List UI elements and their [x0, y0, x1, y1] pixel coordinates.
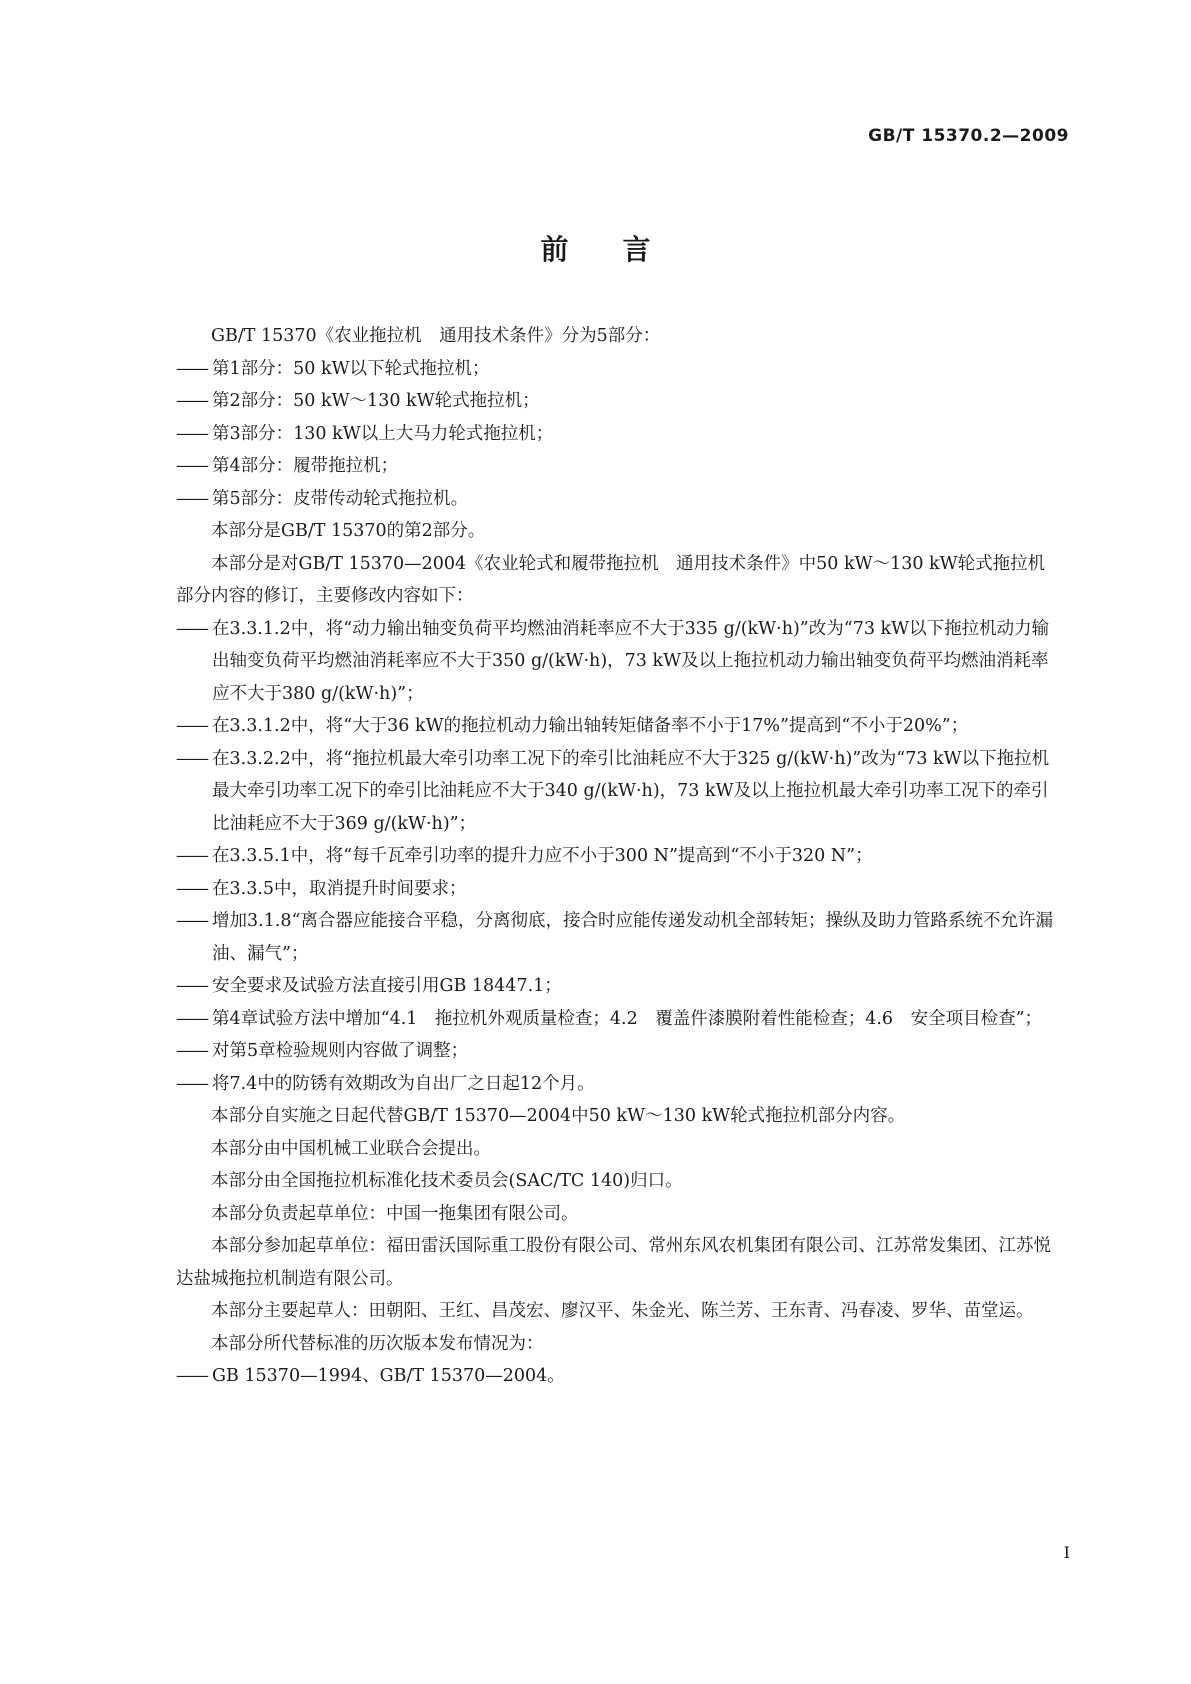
list-dash: ——: [176, 911, 207, 931]
list-item-text: 安全要求及试验方法直接引用GB 18447.1；: [212, 976, 562, 996]
list-item-text: 在3.3.5中，取消提升时间要求；: [212, 878, 467, 899]
list-dash: ——: [176, 748, 207, 769]
list-item: [176, 840, 1056, 873]
list-dash: ——: [176, 846, 207, 866]
list-dash: ——: [176, 1041, 207, 1061]
paragraph: 本部分是GB/T 15370的第2部分。: [211, 521, 486, 541]
list-item-text: 增加3.1.8“离合器应能接合平稳，分离彻底，接合时应能传递发动机全部转矩；操纵及助力管路系统不允许漏油、漏气”；: [212, 911, 1053, 964]
page-title: 前言: [540, 233, 705, 266]
list-dash: ——: [176, 358, 207, 379]
list-item: [176, 418, 1056, 451]
list-item: [176, 1360, 1056, 1393]
list-item: [176, 1003, 1056, 1036]
list-item-text: 第5部分：皮带传动轮式拖拉机。: [212, 488, 469, 509]
paragraph: GB/T 15370《农业拖拉机 通用技术条件》分为5部分：: [211, 326, 661, 346]
list-dash: ——: [176, 488, 207, 509]
list-item-text: 第4章试验方法中增加“4.1 拖拉机外观质量检查；4.2 覆盖件漆膜附着性能检查；4.6 安全项目检查”；: [212, 1008, 1043, 1029]
list-item-text: 第3部分：130 kW以上大马力轮式拖拉机；: [212, 423, 554, 444]
list-item: [176, 1068, 1056, 1101]
list-dash: ——: [176, 976, 207, 996]
list-item-text: 在3.3.1.2中，将“动力输出轴变负荷平均燃油消耗率应不大于335 g/(kW·h)”改为“73 kW以下拖拉机动力输出轴变负荷平均燃油消耗率应不大于350 g/(kW·h)，73 kW及以上拖拉机动力输出轴变负荷平均燃油消耗率应不大于380 g/(kW·h)”；: [212, 618, 1050, 704]
list-item-text: 在3.3.2.2中，将“拖拉机最大牵引功率工况下的牵引比油耗应不大于325 g/(kW·h)”改为“73 kW以下拖拉机最大牵引功率工况下的牵引比油耗应不大于340 g/(kW·h)，73 kW及以上拖拉机最大牵引功率工况下的牵引比油耗应不大于369 g/(kW·h)”；: [212, 748, 1050, 834]
list-item-text: 第4部分：履带拖拉机；: [212, 456, 399, 476]
list-item-text: 第1部分：50 kW以下轮式拖拉机；: [212, 358, 490, 379]
list-item: [176, 905, 1056, 970]
paragraph: 本部分自实施之日起代替GB/T 15370—2004中50 kW～130 kW轮式拖拉机部分内容。: [211, 1106, 906, 1126]
list-item-text: 第2部分：50 kW～130 kW轮式拖拉机；: [212, 391, 540, 411]
list-dash: ——: [176, 456, 207, 476]
page-number: I: [1063, 1543, 1070, 1562]
paragraph: 本部分是对GB/T 15370—2004《农业轮式和履带拖拉机 通用技术条件》中50 kW～130 kW轮式拖拉机部分内容的修订，主要修改内容如下：: [176, 553, 1046, 606]
list-item: [176, 385, 1056, 418]
list-dash: ——: [176, 716, 207, 736]
paragraph: 本部分负责起草单位：中国一拖集团有限公司。: [211, 1203, 579, 1224]
paragraph: 本部分由全国拖拉机标准化技术委员会(SAC/TC 140)归口。: [211, 1171, 683, 1191]
list-dash: ——: [176, 391, 207, 411]
list-item: [176, 353, 1056, 386]
list-item-text: 在3.3.5.1中，将“每千瓦牵引功率的提升力应不小于300 N”提高到“不小于320 N”；: [212, 846, 873, 866]
list-item: [176, 710, 1056, 743]
list-item: [176, 970, 1056, 1003]
paragraph: 本部分参加起草单位：福田雷沃国际重工股份有限公司、常州东风农机集团有限公司、江苏常发集团、江苏悦达盐城拖拉机制造有限公司。: [176, 1236, 1051, 1289]
list-dash: ——: [176, 1008, 207, 1029]
list-item: [176, 613, 1056, 711]
list-item-text: GB 15370—1994、GB/T 15370—2004。: [212, 1366, 565, 1386]
list-item-text: 在3.3.1.2中，将“大于36 kW的拖拉机动力输出轴转矩储备率不小于17%”提高到“不小于20%”；: [212, 716, 969, 736]
list-item: [176, 1035, 1056, 1068]
list-dash: ——: [176, 878, 207, 899]
paragraph: 本部分主要起草人：田朝阳、王红、昌茂宏、廖汉平、朱金光、陈兰芳、王东青、冯春凌、罗华、苗堂运。: [211, 1301, 1034, 1321]
list-dash: ——: [176, 618, 207, 639]
list-dash: ——: [176, 1073, 207, 1094]
standard-number: GB/T 15370.2—2009: [868, 126, 1069, 146]
list-dash: ——: [176, 1366, 207, 1386]
list-item: [176, 450, 1056, 483]
list-item-text: 对第5章检验规则内容做了调整；: [212, 1041, 469, 1061]
foreword-body: [176, 320, 1056, 1393]
list-item: [176, 483, 1056, 516]
list-dash: ——: [176, 423, 207, 444]
list-item-text: 将7.4中的防锈有效期改为自出厂之日起12个月。: [212, 1073, 595, 1094]
paragraph: 本部分所代替标准的历次版本发布情况为：: [211, 1333, 544, 1354]
list-item: [176, 873, 1056, 906]
paragraph: 本部分由中国机械工业联合会提出。: [211, 1138, 491, 1159]
list-item: [176, 743, 1056, 841]
